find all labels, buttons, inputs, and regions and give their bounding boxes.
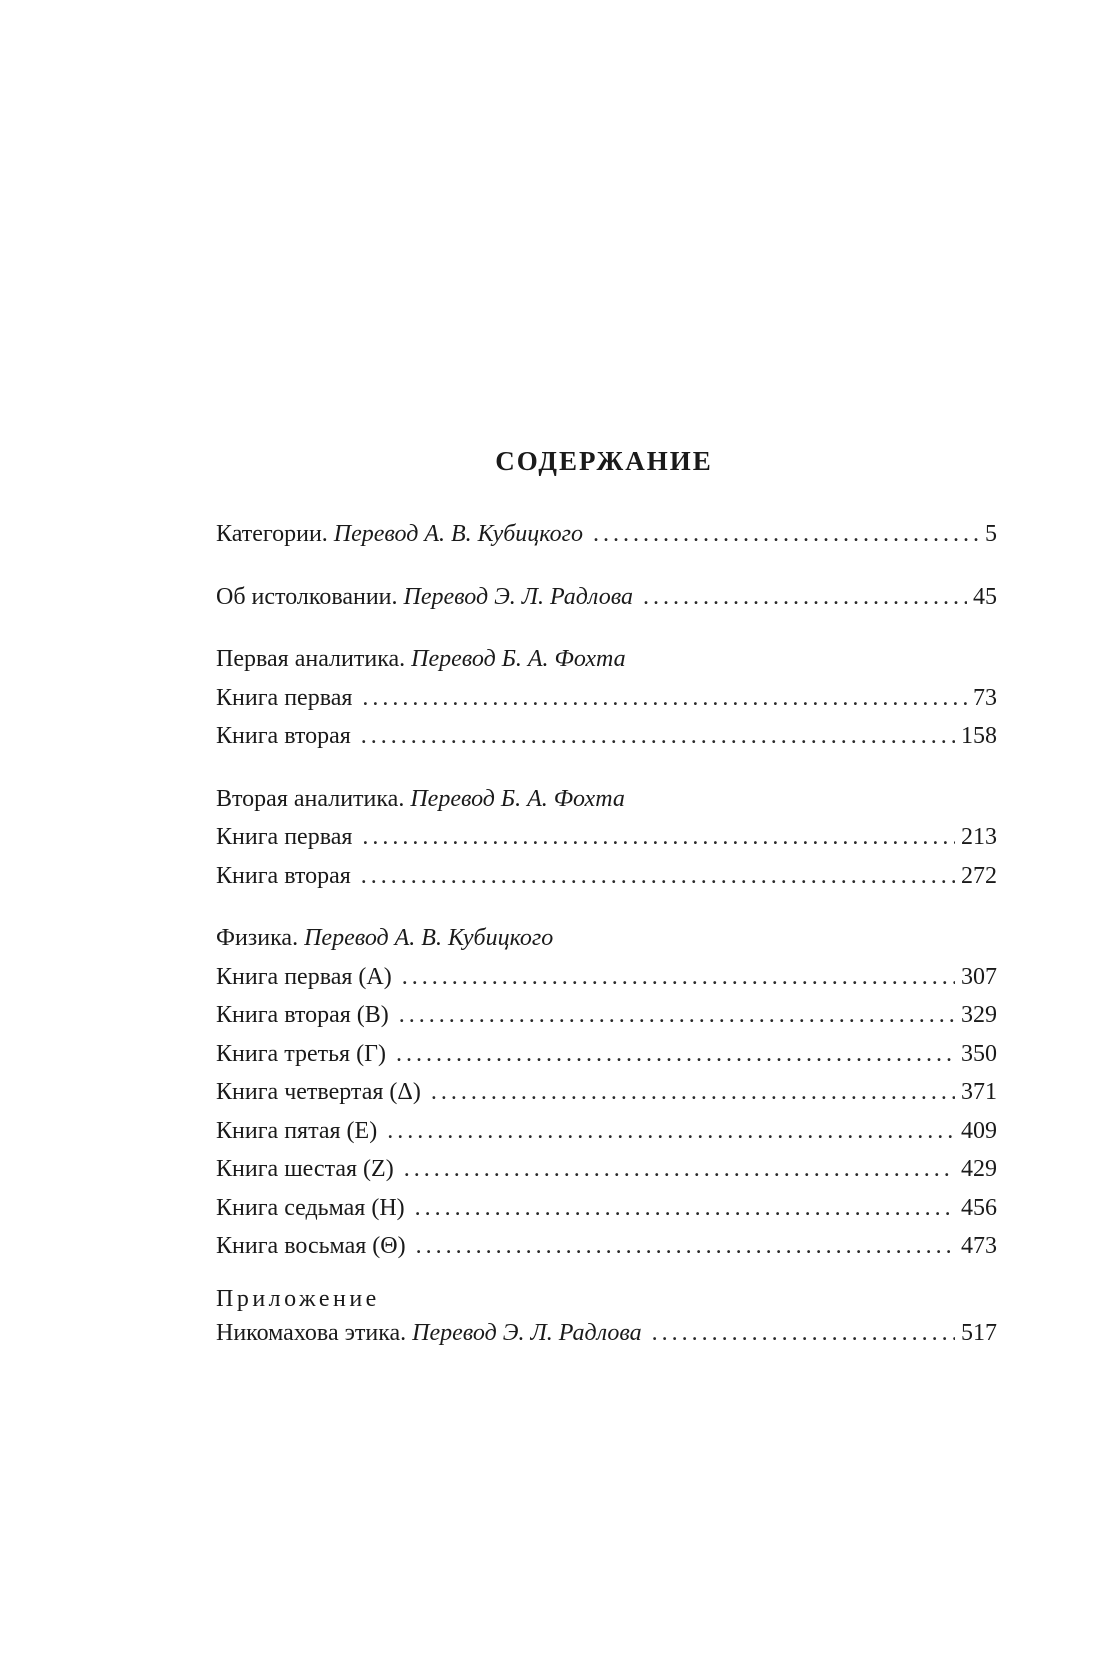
section-translator: Перевод Б. А. Фохта bbox=[411, 646, 626, 672]
page-number: 456 bbox=[961, 1194, 997, 1221]
page-number: 350 bbox=[961, 1040, 997, 1067]
page-number: 73 bbox=[973, 684, 997, 711]
dot-leader bbox=[643, 578, 967, 617]
toc-entry-physics-book-7[interactable] bbox=[216, 1189, 997, 1228]
page-number: 272 bbox=[961, 862, 997, 889]
table-of-contents bbox=[216, 515, 997, 1352]
entry-title: Книга первая bbox=[216, 824, 353, 850]
entry-translator: Перевод Э. Л. Радлова bbox=[412, 1319, 642, 1346]
dot-leader bbox=[404, 1150, 955, 1189]
dot-leader bbox=[362, 818, 955, 857]
entry-translator: Перевод А. В. Кубицкого bbox=[333, 521, 583, 547]
entry-title: Книга вторая bbox=[216, 723, 351, 749]
dot-leader bbox=[416, 1227, 955, 1266]
toc-entry-posterior-book-2[interactable] bbox=[216, 857, 997, 896]
section-title: Физика. bbox=[216, 925, 299, 951]
entry-title: Книга первая (А) bbox=[216, 963, 392, 990]
toc-section-posterior-analytics bbox=[216, 780, 997, 819]
dot-leader bbox=[396, 1035, 955, 1074]
entry-title: Книга третья (Г) bbox=[216, 1040, 386, 1067]
toc-entry-posterior-book-1[interactable] bbox=[216, 818, 997, 857]
page-number: 158 bbox=[961, 723, 997, 749]
entry-title: Книга четвертая (Δ) bbox=[216, 1079, 421, 1105]
entry-title: Книга пятая (Е) bbox=[216, 1117, 378, 1144]
toc-entry-physics-book-2[interactable] bbox=[216, 996, 997, 1035]
dot-leader bbox=[415, 1189, 955, 1228]
toc-entry-physics-book-6[interactable] bbox=[216, 1150, 997, 1189]
toc-entry-prior-book-2[interactable] bbox=[216, 717, 997, 756]
toc-section-prior-analytics bbox=[216, 640, 997, 679]
toc-entry-physics-book-5[interactable] bbox=[216, 1112, 997, 1151]
page-number: 371 bbox=[961, 1079, 997, 1105]
page-number: 409 bbox=[961, 1117, 997, 1144]
page-title: СОДЕРЖАНИЕ bbox=[495, 446, 713, 476]
dot-leader bbox=[593, 515, 979, 554]
entry-title: Книга восьмая (Θ) bbox=[216, 1233, 406, 1259]
toc-entry-physics-book-8[interactable] bbox=[216, 1227, 997, 1266]
entry-title: Об истолковании. bbox=[216, 583, 398, 610]
toc-entry-nicomachean-ethics[interactable] bbox=[216, 1314, 997, 1353]
page-number: 213 bbox=[961, 824, 997, 850]
toc-entry-physics-book-3[interactable] bbox=[216, 1035, 997, 1074]
entry-translator: Перевод Э. Л. Радлова bbox=[403, 583, 633, 610]
page-number: 45 bbox=[973, 583, 997, 610]
dot-leader bbox=[431, 1073, 955, 1112]
appendix-heading: Приложение bbox=[216, 1285, 380, 1312]
dot-leader bbox=[362, 679, 967, 718]
toc-entry-physics-book-4[interactable] bbox=[216, 1073, 997, 1112]
page-number: 473 bbox=[961, 1233, 997, 1259]
entry-title: Книга вторая bbox=[216, 862, 351, 889]
dot-leader bbox=[652, 1314, 955, 1353]
toc-entry-interpretation[interactable] bbox=[216, 578, 997, 617]
dot-leader bbox=[399, 996, 955, 1035]
entry-title: Никомахова этика. bbox=[216, 1319, 407, 1346]
page-number: 5 bbox=[985, 521, 997, 547]
dot-leader bbox=[387, 1112, 955, 1151]
toc-section-physics bbox=[216, 919, 997, 958]
entry-title: Книга седьмая (Н) bbox=[216, 1194, 405, 1221]
entry-title: Книга шестая (Z) bbox=[216, 1156, 394, 1182]
page-number: 429 bbox=[961, 1156, 997, 1182]
page-number: 517 bbox=[961, 1319, 997, 1346]
section-translator: Перевод А. В. Кубицкого bbox=[304, 925, 554, 951]
entry-title: Категории. bbox=[216, 521, 328, 547]
dot-leader bbox=[361, 857, 955, 896]
dot-leader bbox=[402, 958, 955, 997]
section-translator: Перевод Б. А. Фохта bbox=[410, 785, 625, 812]
section-title: Первая аналитика. bbox=[216, 646, 406, 672]
section-title: Вторая аналитика. bbox=[216, 785, 405, 812]
toc-entry-physics-book-1[interactable] bbox=[216, 958, 997, 997]
toc-entry-categories[interactable] bbox=[216, 515, 997, 554]
page-number: 329 bbox=[961, 1002, 997, 1028]
entry-title: Книга первая bbox=[216, 684, 353, 711]
toc-entry-prior-book-1[interactable] bbox=[216, 679, 997, 718]
page-number: 307 bbox=[961, 963, 997, 990]
dot-leader bbox=[361, 717, 955, 756]
entry-title: Книга вторая (В) bbox=[216, 1002, 389, 1028]
